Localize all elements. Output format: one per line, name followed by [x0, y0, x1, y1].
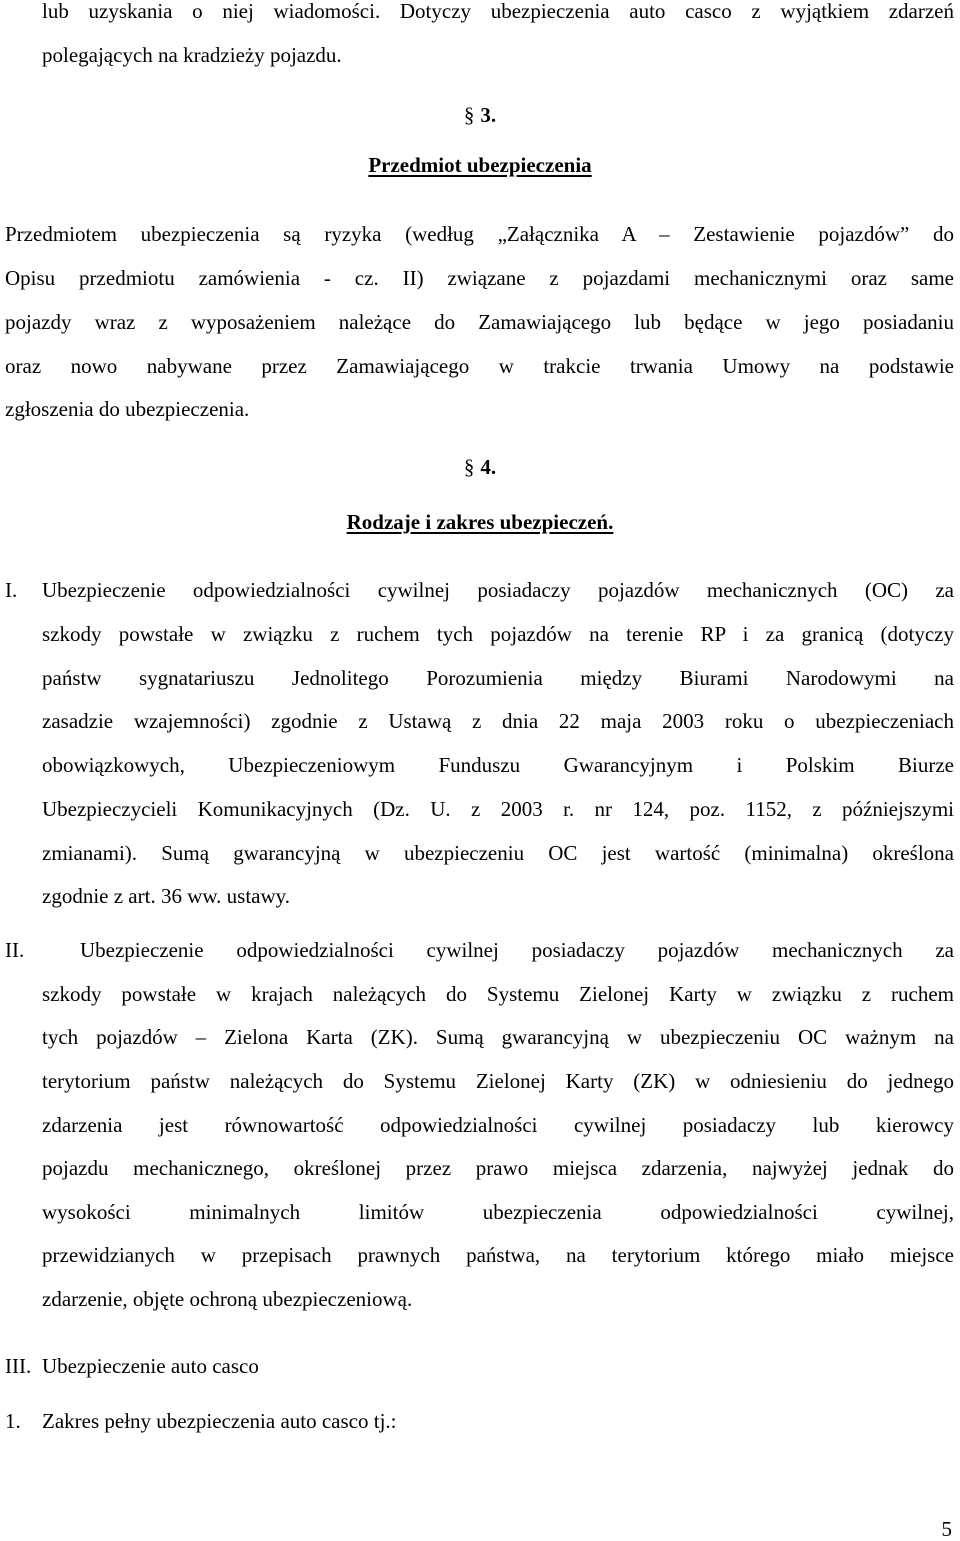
paragraph-sign: §	[463, 455, 475, 479]
list-item-line: terytorium państw należących do Systemu Zielonej Karty (ZK) w odniesieniu do jednego	[42, 1069, 954, 1093]
list-label: III.	[5, 1354, 32, 1378]
list-item-line: Ubezpieczycieli Komunikacyjnych (Dz. U. z 2003 r. nr 124, poz. 1152, z późniejszymi	[42, 797, 954, 821]
list-item-line: szkody powstałe w związku z ruchem tych pojazdów na terenie RP i za granicą (dotyczy	[42, 622, 954, 646]
section-heading-text: Rodzaje i zakres ubezpieczeń.	[346, 510, 614, 534]
paragraph-line: pojazdy wraz z wyposażeniem należące do Zamawiającego lub będące w jego posiadaniu	[5, 310, 954, 334]
paragraph-sign: §	[463, 103, 475, 127]
list-label: I.	[5, 578, 18, 602]
paragraph-line: oraz nowo nabywane przez Zamawiającego w trakcie trwania Umowy na podstawie	[5, 354, 954, 378]
section-heading-text: Przedmiot ubezpieczenia	[368, 153, 592, 177]
paragraph-line: Przedmiotem ubezpieczenia są ryzyka (według „Załącznika A – Zestawienie pojazdów” do	[5, 222, 954, 246]
list-item-line: zdarzenia jest równowartość odpowiedzialności cywilnej posiadaczy lub kierowcy	[42, 1113, 954, 1137]
continuation-line: polegających na kradzieży pojazdu.	[42, 43, 342, 67]
list-item-line: Zakres pełny ubezpieczenia auto casco tj.:	[42, 1409, 397, 1433]
list-item-line: tych pojazdów – Zielona Karta (ZK). Sumą gwarancyjną w ubezpieczeniu OC ważnym na	[42, 1025, 954, 1049]
list-item-line: zgodnie z art. 36 ww. ustawy.	[42, 884, 291, 908]
list-label: 1.	[5, 1409, 21, 1433]
section-number	[0, 455, 960, 479]
list-item-line: szkody powstałe w krajach należących do Systemu Zielonej Karty w związku z ruchem	[42, 982, 954, 1006]
list-item-line: obowiązkowych, Ubezpieczeniowym Funduszu Gwarancyjnym i Polskim Biurze	[42, 753, 954, 777]
section-heading	[0, 153, 960, 177]
section-number	[0, 103, 960, 127]
list-item-line: Ubezpieczenie odpowiedzialności cywilnej posiadaczy pojazdów mechanicznych (OC) za	[42, 578, 954, 602]
list-item-line: Ubezpieczenie auto casco	[42, 1354, 259, 1378]
section-heading	[0, 510, 960, 534]
list-item-line: zdarzenie, objęte ochroną ubezpieczeniową.	[42, 1287, 413, 1311]
list-item-line: zmianami). Sumą gwarancyjną w ubezpieczeniu OC jest wartość (minimalna) określona	[42, 841, 954, 865]
list-item-line: przewidzianych w przepisach prawnych państwa, na terytorium którego miało miejsce	[42, 1243, 954, 1267]
list-item-line: zasadzie wzajemności) zgodnie z Ustawą z dnia 22 maja 2003 roku o ubezpieczeniach	[42, 709, 954, 733]
list-item-line: pojazdu mechanicznego, określonej przez prawo miejsca zdarzenia, najwyżej jednak do	[42, 1156, 954, 1180]
list-item-line: wysokości minimalnych limitów ubezpieczenia odpowiedzialności cywilnej,	[42, 1200, 954, 1224]
paragraph-line: Opisu przedmiotu zamówienia - cz. II) związane z pojazdami mechanicznymi oraz same	[5, 266, 954, 290]
page-number: 5	[941, 1517, 952, 1541]
paragraph-line: zgłoszenia do ubezpieczenia.	[5, 397, 250, 421]
continuation-line: lub uzyskania o niej wiadomości. Dotyczy ubezpieczenia auto casco z wyjątkiem zdarzeń	[42, 0, 954, 23]
list-label: II.	[5, 938, 25, 962]
list-item-line: państw sygnatariuszu Jednolitego Porozumienia między Biurami Narodowymi na	[42, 666, 954, 690]
list-item-line: Ubezpieczenie odpowiedzialności cywilnej posiadaczy pojazdów mechanicznych za	[80, 938, 954, 962]
section-number-value: 3.	[480, 103, 497, 127]
section-number-value: 4.	[480, 455, 497, 479]
